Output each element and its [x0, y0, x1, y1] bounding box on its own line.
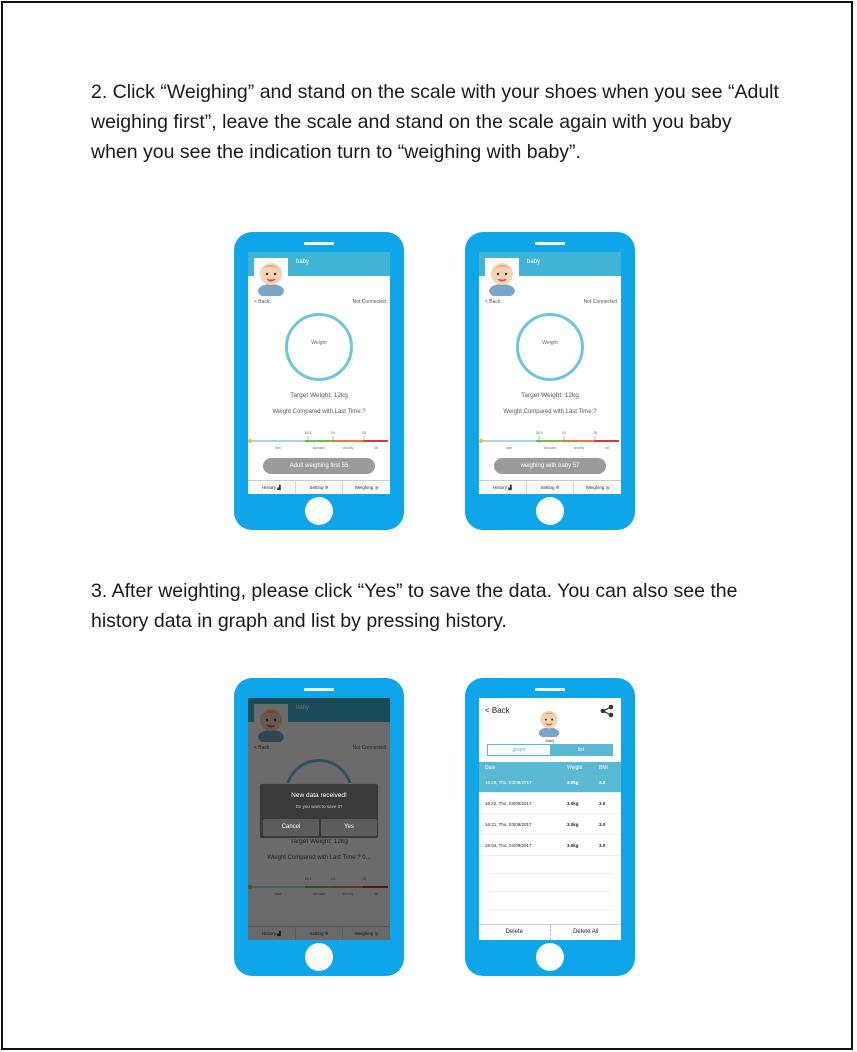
gauge-label: Weight — [311, 340, 327, 346]
svg-text:lean: lean — [274, 446, 282, 450]
home-button — [536, 497, 564, 525]
dialog-subtitle: Do you want to save it? — [295, 804, 343, 809]
home-button — [305, 497, 333, 525]
scale-tick-label: 18.5 — [304, 431, 312, 435]
dialog-title: New data received! — [291, 792, 347, 799]
connection-status: Not Connected — [583, 299, 617, 305]
scale-icon: ◎ — [374, 485, 379, 490]
divider — [489, 891, 613, 892]
speaker — [535, 242, 565, 245]
phone-screen — [479, 252, 621, 494]
svg-text:lean: lean — [505, 446, 513, 450]
target-weight: Target Weight: 12kg — [521, 392, 579, 399]
tab-history[interactable]: History ▟ — [479, 481, 527, 494]
svg-text:fat: fat — [374, 446, 378, 450]
tab-weighing[interactable]: Weighing ◎ — [585, 485, 610, 490]
back-link[interactable]: < Back — [254, 299, 270, 305]
scale-tick-label: 28 — [362, 431, 366, 435]
speaker — [304, 242, 334, 245]
phone-screen — [248, 698, 390, 940]
chart-icon: ▟ — [508, 485, 512, 490]
scale-tick-label: 24 — [331, 431, 335, 435]
divider — [489, 873, 613, 874]
phone-history-list — [465, 678, 635, 976]
home-button — [305, 943, 333, 971]
history-footer — [479, 924, 621, 940]
baby-avatar-icon — [254, 258, 288, 296]
scale-tick-label: 28 — [593, 431, 597, 435]
target-weight: Target Weight: 12kg — [290, 392, 348, 399]
share-icon[interactable] — [600, 704, 614, 718]
profile-name: baby — [296, 259, 310, 265]
weight-gauge — [285, 313, 353, 381]
compare-last-time: Weight Compared with Last Time:? — [503, 409, 597, 415]
chart-icon: ▟ — [277, 485, 281, 490]
tab-list[interactable]: list — [550, 745, 612, 755]
gauge-label: Weight — [542, 340, 558, 346]
cancel-button[interactable]: Cancel — [263, 819, 319, 836]
home-button — [536, 943, 564, 971]
weight-gauge — [516, 313, 584, 381]
tab-history[interactable]: History ▟ — [248, 481, 296, 494]
phone-screen — [248, 252, 390, 494]
table-row[interactable]: 16:22, Thu, 03/09/2017 3.0kg 3.0 — [479, 794, 621, 814]
phone-baby-weighing — [465, 232, 635, 530]
table-row[interactable]: 16:21, Thu, 03/09/2017 3.0kg 3.0 — [479, 815, 621, 835]
svg-text:chubby: chubby — [342, 446, 354, 450]
divider — [489, 909, 613, 910]
scale-tick-label: 18.5 — [535, 431, 543, 435]
svg-text:standard: standard — [312, 446, 326, 450]
yes-button[interactable]: Yes — [321, 819, 377, 836]
step-3-instructions: 3. After weighting, please click “Yes” to save the data. You can also see the history data in graph and list by pressing history. — [91, 580, 738, 632]
bmi-scale — [248, 429, 390, 455]
bottom-tabbar — [479, 480, 621, 494]
adult-weighing-button[interactable]: Adult weighing first 55 — [263, 458, 375, 474]
table-row[interactable]: 16:28, Thu, 03/09/2017 3.0kg 3.0 — [479, 773, 621, 793]
baby-avatar-icon — [485, 258, 519, 296]
svg-text:chubby: chubby — [573, 446, 585, 450]
delete-all-button[interactable]: Delete All — [573, 929, 599, 935]
tab-setting[interactable]: Setting ✲ — [296, 481, 344, 494]
scale-icon: ◎ — [605, 485, 610, 490]
table-header: Date Weight BMI — [479, 762, 621, 773]
back-link[interactable]: < Back — [485, 706, 510, 715]
scale-tick-label: 24 — [562, 431, 566, 435]
svg-text:standard: standard — [543, 446, 557, 450]
view-toggle — [487, 744, 613, 756]
tab-setting[interactable]: Setting ✲ — [527, 481, 575, 494]
back-link[interactable]: < Back — [485, 299, 501, 305]
gear-icon: ✲ — [324, 485, 329, 490]
table-row[interactable]: 16:04, Thu, 03/09/2017 3.0kg 3.0 — [479, 836, 621, 856]
page-frame — [1, 1, 853, 1050]
delete-button[interactable]: Delete — [479, 925, 551, 940]
phone-adult-weighing — [234, 232, 404, 530]
phone-screen — [479, 698, 621, 940]
svg-text:fat: fat — [605, 446, 609, 450]
bottom-tabbar — [248, 480, 390, 494]
baby-avatar-icon — [535, 707, 563, 737]
gear-icon: ✲ — [555, 485, 560, 490]
baby-weighing-button[interactable]: weighing with baby 57 — [494, 458, 606, 474]
phone-save-dialog — [234, 678, 404, 976]
compare-last-time: Weight Compared with Last Time:? — [272, 409, 366, 415]
speaker — [304, 688, 334, 691]
save-data-dialog — [259, 783, 379, 839]
tab-graph[interactable]: graph — [512, 747, 526, 753]
profile-name: baby — [527, 259, 541, 265]
tab-weighing[interactable]: Weighing ◎ — [354, 485, 379, 490]
bmi-scale — [479, 429, 621, 455]
connection-status: Not Connected — [352, 299, 386, 305]
step-2-instructions: 2. Click “Weighing” and stand on the scale with your shoes when you see “Adult weighing first”, leave the scale and stand on the scale again with you baby when you see the indication turn to “weighing with baby”. — [91, 81, 779, 163]
profile-name: baby — [545, 738, 555, 743]
speaker — [535, 688, 565, 691]
